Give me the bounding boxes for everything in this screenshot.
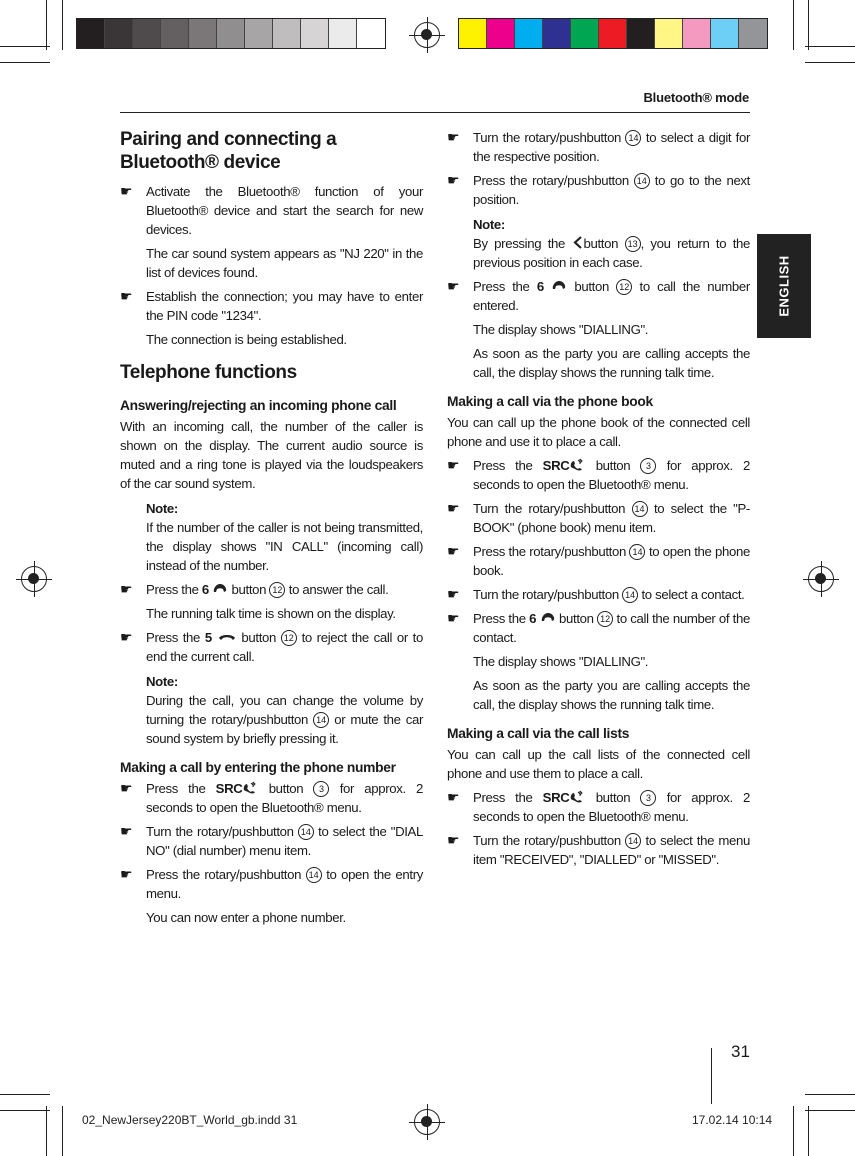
list-item: ☛ Turn the rotary/pushbutton 14 to select the "DIAL NO" (dial number) menu item. (120, 823, 423, 858)
list-item: ☛ Establish the connection; you may have to enter the PIN code "1234". (120, 288, 423, 323)
pointer-icon: ☛ (120, 866, 133, 882)
pointer-icon: ☛ (447, 610, 460, 626)
crop-mark (46, 0, 47, 50)
button-number-badge: 12 (269, 582, 285, 598)
crop-mark (808, 1106, 809, 1156)
back-arrow-icon (572, 236, 584, 249)
note-label: Note: (146, 674, 178, 689)
crop-mark (62, 0, 63, 50)
button-number-badge: 14 (634, 173, 650, 189)
list-item: ☛ Press the SRC button 3 for approx. 2 seconds to open the Bluetooth® menu. (120, 780, 423, 815)
list-item: ☛ Turn the rotary/pushbutton 14 to select the "P-BOOK" (phone book) menu item. (447, 500, 750, 535)
list-item: ☛ Press the rotary/pushbutton 14 to go to the next position. (447, 172, 750, 207)
pointer-icon: ☛ (447, 500, 460, 516)
crop-mark (0, 1094, 50, 1095)
pointer-icon: ☛ (120, 629, 133, 645)
color-swatch (273, 19, 301, 48)
button-number-badge: 3 (640, 458, 656, 474)
pairing-heading: Pairing and connecting a Bluetooth® device (120, 129, 337, 173)
page-number-rule (711, 1048, 712, 1104)
sub-text: The running talk time is shown on the display. (146, 606, 396, 621)
crop-mark (805, 1094, 855, 1095)
color-swatch (217, 19, 245, 48)
color-swatch (711, 19, 739, 48)
color-swatch (487, 19, 515, 48)
button-number-badge: 14 (298, 824, 314, 840)
calllists-paragraph: You can call up the call lists of the connected cell phone and use them to place a call. (447, 747, 750, 781)
right-column (447, 128, 750, 874)
crop-mark (793, 1106, 794, 1156)
list-item: ☛ Activate the Bluetooth® function of your Bluetooth® device and start the search for new devices. (120, 183, 423, 237)
list-item: ☛ Press the rotary/pushbutton 14 to open the phone book. (447, 543, 750, 578)
note-text: If the number of the caller is not being transmitted, the display shows "IN CALL" (incoming call) instead of the number. (146, 520, 423, 573)
color-swatch (77, 19, 105, 48)
grayscale-bar (76, 18, 386, 49)
pointer-icon: ☛ (447, 543, 460, 559)
color-swatch (739, 19, 767, 48)
phone-accept-icon (551, 279, 567, 292)
crop-mark (0, 1110, 50, 1111)
color-swatch (599, 19, 627, 48)
phone-hangup-icon (217, 630, 237, 643)
button-number-badge: 13 (625, 236, 641, 252)
list-item: ☛ Press the 6 button 12 to call the number of the contact. (447, 610, 750, 645)
phonebook-paragraph: You can call up the phone book of the connected cell phone and use it to place a call. (447, 415, 750, 449)
list-item: ☛ Turn the rotary/pushbutton 14 to select a digit for the respective position. (447, 129, 750, 164)
sub-text: As soon as the party you are calling accepts the call, the display shows the running talk time. (473, 678, 750, 712)
sub-text: As soon as the party you are calling accepts the call, the display shows the running talk time. (473, 346, 750, 380)
button-number-badge: 3 (313, 781, 329, 797)
calllists-heading: Making a call via the call lists (447, 726, 630, 741)
color-swatch (189, 19, 217, 48)
color-swatch (543, 19, 571, 48)
crop-mark (793, 0, 794, 50)
date-slug: 17.02.14 10:14 (692, 1113, 773, 1127)
color-swatch (357, 19, 385, 48)
registration-mark-icon (808, 566, 834, 592)
phone-accept-icon (212, 582, 228, 595)
list-item: ☛ Press the SRC button 3 for approx. 2 seconds to open the Bluetooth® menu. (447, 457, 750, 492)
button-number-badge: 14 (629, 544, 645, 560)
list-item: ☛ Press the SRC button 3 for approx. 2 seconds to open the Bluetooth® menu. (447, 789, 750, 824)
pointer-icon: ☛ (447, 789, 460, 805)
color-swatch (161, 19, 189, 48)
crop-mark (62, 1106, 63, 1156)
color-bar (458, 18, 768, 49)
language-tab-label: ENGLISH (776, 255, 792, 317)
list-item: ☛ Turn the rotary/pushbutton 14 to select a contact. (447, 586, 745, 602)
color-swatch (459, 19, 487, 48)
button-number-badge: 14 (625, 130, 641, 146)
button-number-badge: 14 (625, 833, 641, 849)
registration-mark-icon (414, 1109, 440, 1135)
list-item: ☛ Press the 6 button 12 to call the number entered. (447, 278, 750, 313)
color-swatch (683, 19, 711, 48)
file-slug: 02_NewJersey220BT_World_gb.indd 31 (82, 1113, 298, 1127)
note-text: By pressing the button 13 , you return to the previous position in each case. (473, 236, 750, 270)
pointer-icon: ☛ (447, 586, 460, 602)
pointer-icon: ☛ (447, 172, 460, 188)
header-rule (120, 112, 750, 113)
button-number-badge: 12 (281, 630, 297, 646)
pointer-icon: ☛ (447, 832, 460, 848)
color-swatch (105, 19, 133, 48)
crop-mark (805, 62, 855, 63)
pointer-icon: ☛ (120, 581, 133, 597)
list-item: ☛ Press the 6 button 12 to answer the call. (120, 581, 389, 597)
phone-accept-icon (540, 611, 556, 624)
pointer-icon: ☛ (120, 183, 133, 199)
sub-text: The display shows "DIALLING". (473, 654, 649, 669)
sub-text: You can now enter a phone number. (146, 910, 346, 925)
pointer-icon: ☛ (447, 129, 460, 145)
button-number-badge: 14 (313, 712, 329, 728)
color-swatch (245, 19, 273, 48)
phone-bluetooth-icon (242, 781, 258, 794)
language-tab (757, 234, 811, 338)
note-label: Note: (473, 217, 505, 232)
crop-mark (808, 0, 809, 50)
section-title: Bluetooth® mode (643, 90, 749, 105)
pointer-icon: ☛ (120, 288, 133, 304)
pointer-icon: ☛ (447, 278, 460, 294)
phone-bluetooth-icon (569, 458, 585, 471)
pointer-icon: ☛ (447, 457, 460, 473)
note-label: Note: (146, 501, 178, 516)
answering-paragraph: With an incoming call, the number of the caller is shown on the display. The current audio source is muted and a ring tone is played via the loudspeakers of the car sound system. (120, 419, 423, 491)
phonebook-heading: Making a call via the phone book (447, 394, 653, 409)
phone-bluetooth-icon (569, 790, 585, 803)
registration-mark-icon (21, 566, 47, 592)
button-number-badge: 14 (306, 867, 322, 883)
sub-text: The car sound system appears as "NJ 220" in the list of devices found. (146, 246, 423, 280)
list-item: ☛ Turn the rotary/pushbutton 14 to select the menu item "RECEIVED", "DIALLED" or "MISSED". (447, 832, 750, 867)
crop-mark (805, 1110, 855, 1111)
pointer-icon: ☛ (120, 823, 133, 839)
color-swatch (329, 19, 357, 48)
list-item: ☛ Press the rotary/pushbutton 14 to open the entry menu. (120, 866, 423, 901)
page-number: 31 (731, 1042, 750, 1061)
color-swatch (133, 19, 161, 48)
registration-mark-icon (414, 22, 440, 48)
color-swatch (515, 19, 543, 48)
left-column (120, 128, 423, 932)
list-item: ☛ Press the 5 button 12 to reject the call or to end the current call. (120, 629, 423, 664)
telephone-heading: Telephone functions (120, 362, 297, 383)
pointer-icon: ☛ (120, 780, 133, 796)
dial-heading: Making a call by entering the phone number (120, 760, 396, 775)
crop-mark (0, 46, 50, 47)
color-swatch (571, 19, 599, 48)
button-number-badge: 14 (632, 501, 648, 517)
color-swatch (627, 19, 655, 48)
answering-heading: Answering/rejecting an incoming phone call (120, 398, 397, 413)
crop-mark (0, 62, 50, 63)
sub-text: The display shows "DIALLING". (473, 322, 649, 337)
color-swatch (655, 19, 683, 48)
note-text: During the call, you can change the volume by turning the rotary/pushbutton 14 or mute the car sound system by briefly pressing it. (146, 693, 423, 746)
button-number-badge: 3 (640, 790, 656, 806)
sub-text: The connection is being established. (146, 332, 347, 347)
crop-mark (805, 46, 855, 47)
button-number-badge: 14 (622, 587, 638, 603)
color-swatch (301, 19, 329, 48)
crop-mark (46, 1106, 47, 1156)
button-number-badge: 12 (597, 611, 613, 627)
button-number-badge: 12 (616, 279, 632, 295)
